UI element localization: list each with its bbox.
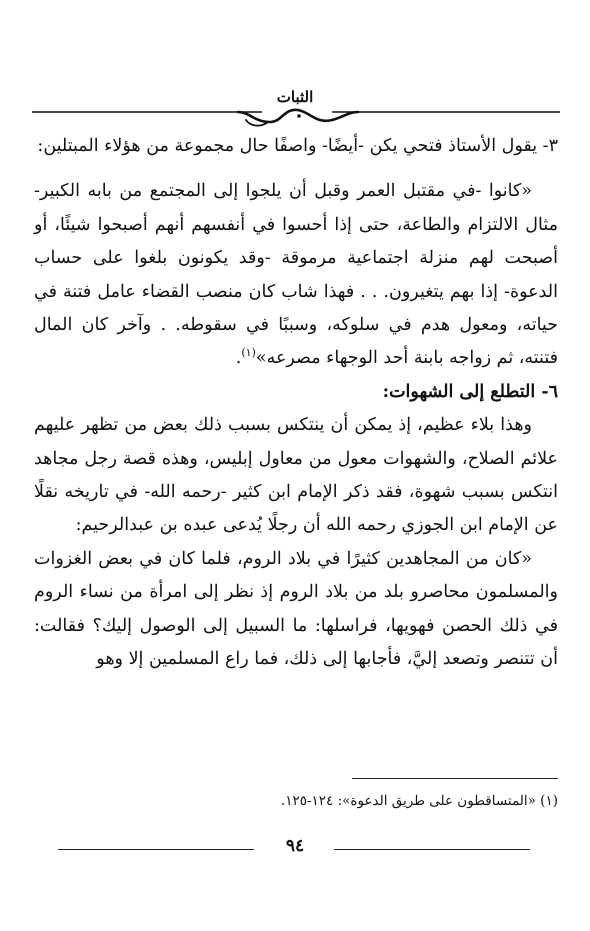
paragraph-section-6: وهذا بلاء عظيم، إذ يمكن أن ينتكس بسبب ذلك بعض من تظهر عليهم علائم الصلاح، والشهوات معول من معاول إبليس، وهذه قصة رجل مجاهد انتكس بسبب شهوة، فقد ذكر الإمام ابن كثير -رحمه الله- في تاريخه نقلًا عن الإمام ابن الجوزي رحمه الله أن رجلًا يُدعى عبده بن عبدالرحيم:: [34, 415, 558, 536]
quote-fathi-yakan: [34, 175, 558, 375]
page-number: ٩٤: [285, 836, 305, 856]
header-ornament: [32, 106, 560, 130]
quote-text: «كانوا -في مقتبل العمر وقبل أن يلجوا إلى المجتمع من بابه الكبير- مثال الالتزام والطاعة، حتى إذا أحسوا في أنفسهم أنهم أصبحوا شيئًا، أو أصبحت لهم منزلة اجتماعية مرموقة -وقد يكونون بلغوا على حساب الدعوة- إذا بهم يتغيرون. . . فهذا شاب كان منصب القضاء عامل فتنة في حياته، ومعول هدم في سلوكه، وسببًا في سقوطه. . وآخر كان المال فتنته، ثم زواجه بابنة أحد الوجهاء مصرعه»: [34, 181, 558, 369]
footnote: (١) «المتساقطون على طريق الدعوة»: ١٢٤-١٢٥.: [280, 793, 558, 809]
main-text: [34, 130, 558, 677]
footnote-separator: [352, 778, 558, 779]
item-3-intro: ٣- يقول الأستاذ فتحي يكن -أيضًا- واصفًا حال مجموعة من هؤلاء المبتلين:: [37, 136, 558, 156]
running-title: الثبات: [276, 88, 314, 106]
section-heading-6: ٦- التطلع إلى الشهوات:: [382, 381, 558, 402]
footer-rule-left: [58, 849, 254, 850]
quote-ibn-kathir: «كان من المجاهدين كثيرًا في بلاد الروم، فلما كان في بعض الغزوات والمسلمون محاصرو بلد من بلاد الروم إذ نظر إلى امرأة من نساء الروم في ذلك الحصن فهويها، فراسلها: ما السبيل إلى الوصول إليك؟ فقالت: أن تتنصر وتصعد إليَّ، فأجابها إلى ذلك، فما راع المسلمين إلا وهو: [34, 548, 558, 670]
footer-rule-right: [334, 849, 530, 850]
footnote-reference: (١): [241, 346, 256, 360]
quote-end-mark: .: [235, 348, 242, 369]
